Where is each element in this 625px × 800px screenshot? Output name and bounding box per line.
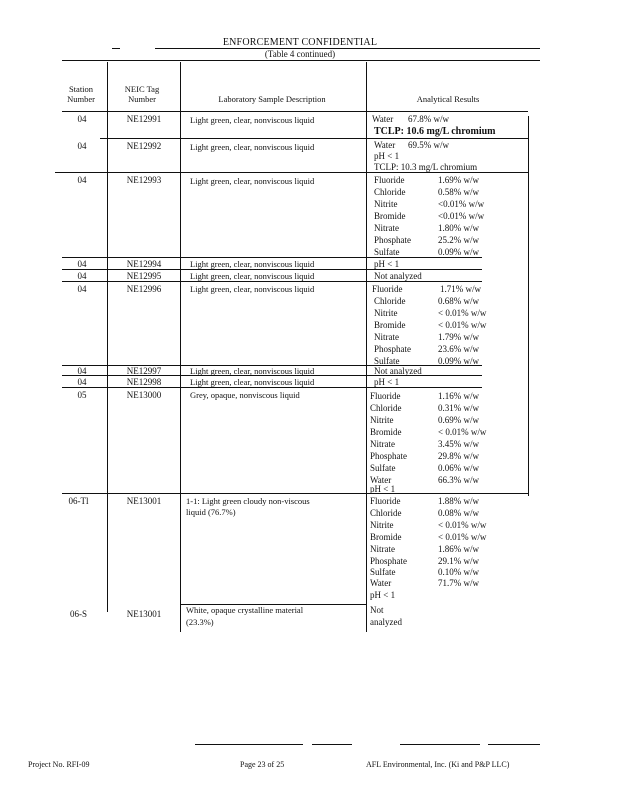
- station-number: 05: [77, 390, 87, 400]
- sample-description: Light green, clear, nonviscous liquid: [190, 366, 315, 376]
- result-value: 1.71% w/w: [440, 284, 481, 294]
- result-value: 29.1% w/w: [438, 556, 479, 566]
- footer-rule: [195, 744, 303, 745]
- row-rule: [62, 257, 482, 258]
- analyte: Phosphate: [370, 451, 407, 461]
- result-value: 0.58% w/w: [438, 187, 479, 197]
- footer-rule: [312, 744, 352, 745]
- result-text: pH < 1: [370, 590, 396, 600]
- analyte: Bromide: [374, 211, 406, 221]
- sample-description: Light green, clear, nonviscous liquid: [190, 259, 315, 269]
- result-value: < 0.01% w/w: [438, 427, 487, 437]
- header-subtitle: (Table 4 continued): [264, 49, 336, 59]
- result-text: Not analyzed: [374, 271, 422, 281]
- column-rule: [366, 62, 367, 632]
- station-number: 04: [77, 175, 87, 185]
- row-rule: [55, 172, 528, 173]
- analyte: Nitrite: [370, 520, 394, 530]
- analyte: Chloride: [374, 187, 406, 197]
- station-number: 04: [77, 377, 87, 387]
- analyte: Phosphate: [374, 344, 411, 354]
- sample-description: Light green, clear, nonviscous liquid: [190, 115, 315, 125]
- sample-description: Light green, clear, nonviscous liquid: [190, 377, 315, 387]
- footer-project: Project No. RFI-09: [28, 760, 90, 769]
- row-rule: [62, 387, 482, 388]
- row-rule: [62, 493, 528, 494]
- station-number: 04: [77, 271, 87, 281]
- footer-rule: [488, 744, 540, 745]
- station-number: 04: [77, 259, 87, 269]
- header-rule: [155, 48, 540, 49]
- tag-number: NE13001: [126, 609, 162, 619]
- analyte: Chloride: [370, 508, 402, 518]
- row-rule: [62, 269, 482, 270]
- sample-description: (23.3%): [186, 617, 214, 627]
- result-value: <0.01% w/w: [438, 211, 485, 221]
- station-number: 04: [77, 141, 87, 151]
- tag-number: NE13001: [126, 496, 162, 506]
- analyte: Nitrite: [374, 199, 398, 209]
- sample-description: Light green, clear, nonviscous liquid: [190, 142, 315, 152]
- tag-number: NE12993: [126, 175, 162, 185]
- analyte: Chloride: [374, 296, 406, 306]
- result-value: 25.2% w/w: [438, 235, 479, 245]
- result-value: 66.3% w/w: [438, 475, 479, 485]
- sample-description: Light green, clear, nonviscous liquid: [190, 176, 315, 186]
- analyte: Nitrite: [374, 308, 398, 318]
- analyte: Sulfate: [370, 463, 396, 473]
- column-rule: [180, 62, 181, 632]
- tag-number: NE12997: [126, 366, 162, 376]
- analyte: Fluoride: [370, 496, 401, 506]
- result-value: 0.10% w/w: [438, 567, 479, 577]
- tag-number: NE12996: [126, 284, 162, 294]
- analyte: Nitrate: [370, 439, 395, 449]
- analyte: Phosphate: [374, 235, 411, 245]
- station-number: 04: [77, 114, 87, 124]
- result-value: 67.8% w/w: [408, 114, 449, 124]
- footer-rule: [400, 744, 480, 745]
- analyte: Sulfate: [374, 356, 400, 366]
- analyte: Sulfate: [370, 567, 396, 577]
- result-value: <0.01% w/w: [438, 199, 485, 209]
- column-rule: [528, 116, 529, 496]
- sample-description: Light green, clear, nonviscous liquid: [190, 284, 315, 294]
- station-number: 04: [77, 284, 87, 294]
- result-value: 1.79% w/w: [438, 332, 479, 342]
- footer-company: AFL Environmental, Inc. (Ki and P&P LLC): [366, 760, 510, 769]
- analyte: Sulfate: [374, 247, 400, 257]
- result-value: 1.69% w/w: [438, 175, 479, 185]
- result-value: 71.7% w/w: [438, 578, 479, 588]
- sample-description: Grey, opaque, nonviscous liquid: [190, 390, 300, 400]
- row-rule: [62, 281, 482, 282]
- sample-description: White, opaque crystalline material: [186, 605, 304, 615]
- analyte: Water: [372, 114, 394, 124]
- footer-page-number: Page 23 of 25: [240, 760, 285, 769]
- result-text: Not: [370, 605, 384, 615]
- analyte: Chloride: [370, 403, 402, 413]
- analyte: Fluoride: [370, 391, 401, 401]
- tag-number: NE13000: [126, 390, 162, 400]
- result-value: 0.08% w/w: [438, 508, 479, 518]
- analyte: Fluoride: [372, 284, 403, 294]
- result-value: 1.86% w/w: [438, 544, 479, 554]
- analyte: Bromide: [370, 532, 402, 542]
- result-value: 1.88% w/w: [438, 496, 479, 506]
- analyte: Fluoride: [374, 175, 405, 185]
- tag-number: NE12998: [126, 377, 162, 387]
- analyte: Water: [370, 578, 392, 588]
- sample-description: liquid (76.7%): [186, 507, 236, 517]
- header-rule: [62, 60, 540, 61]
- col-header-description: Laboratory Sample Description: [218, 94, 326, 104]
- analyte: Water: [374, 140, 396, 150]
- row-rule: [62, 111, 528, 112]
- result-value: 69.5% w/w: [408, 140, 449, 150]
- analyte: Bromide: [370, 427, 402, 437]
- tag-number: NE12992: [126, 141, 162, 151]
- header-rule: [112, 48, 120, 49]
- analyte: Nitrite: [370, 415, 394, 425]
- tag-number: NE12991: [126, 114, 162, 124]
- analyte: Water: [370, 475, 392, 485]
- result-value: 0.69% w/w: [438, 415, 479, 425]
- result-text: Not analyzed: [374, 366, 422, 376]
- result-value: 23.6% w/w: [438, 344, 479, 354]
- station-number: 06-S: [69, 609, 87, 619]
- result-value: 0.09% w/w: [438, 247, 479, 257]
- result-value: < 0.01% w/w: [438, 520, 487, 530]
- col-header-results: Analytical Results: [416, 94, 480, 104]
- result-value: 3.45% w/w: [438, 439, 479, 449]
- result-text: pH < 1: [374, 151, 400, 161]
- sample-description: 1-1: Light green cloudy non-viscous: [186, 496, 310, 506]
- tag-number: NE12995: [126, 271, 162, 281]
- column-rule: [107, 62, 108, 612]
- result-value: < 0.01% w/w: [438, 320, 487, 330]
- result-value: 1.80% w/w: [438, 223, 479, 233]
- result-value: 29.8% w/w: [438, 451, 479, 461]
- result-text: analyzed: [370, 617, 402, 627]
- result-value: < 0.01% w/w: [438, 532, 487, 542]
- col-header-tag: NEIC Tag Number: [124, 84, 160, 104]
- col-header-station: Station Number: [67, 84, 95, 104]
- analyte: Nitrate: [374, 223, 399, 233]
- analyte: Phosphate: [370, 556, 407, 566]
- result-text: pH < 1: [370, 484, 396, 494]
- tag-number: NE12994: [126, 259, 162, 269]
- analyte: Bromide: [374, 320, 406, 330]
- result-value: < 0.01% w/w: [438, 308, 487, 318]
- result-value: 0.06% w/w: [438, 463, 479, 473]
- result-value: 0.68% w/w: [438, 296, 479, 306]
- sample-description: Light green, clear, nonviscous liquid: [190, 271, 315, 281]
- result-text: pH < 1: [374, 259, 400, 269]
- result-text: TCLP: 10.6 mg/L chromium: [374, 126, 496, 137]
- result-value: 0.09% w/w: [438, 356, 479, 366]
- station-number: 04: [77, 366, 87, 376]
- analyte: Nitrate: [374, 332, 399, 342]
- header-title: ENFORCEMENT CONFIDENTIAL: [222, 37, 378, 48]
- station-number: 06-Tl: [68, 496, 89, 506]
- analyte: Nitrate: [370, 544, 395, 554]
- result-text: TCLP: 10.3 mg/L chromium: [374, 162, 478, 172]
- result-value: 0.31% w/w: [438, 403, 479, 413]
- result-value: 1.16% w/w: [438, 391, 479, 401]
- result-text: pH < 1: [374, 377, 400, 387]
- row-rule: [100, 138, 528, 139]
